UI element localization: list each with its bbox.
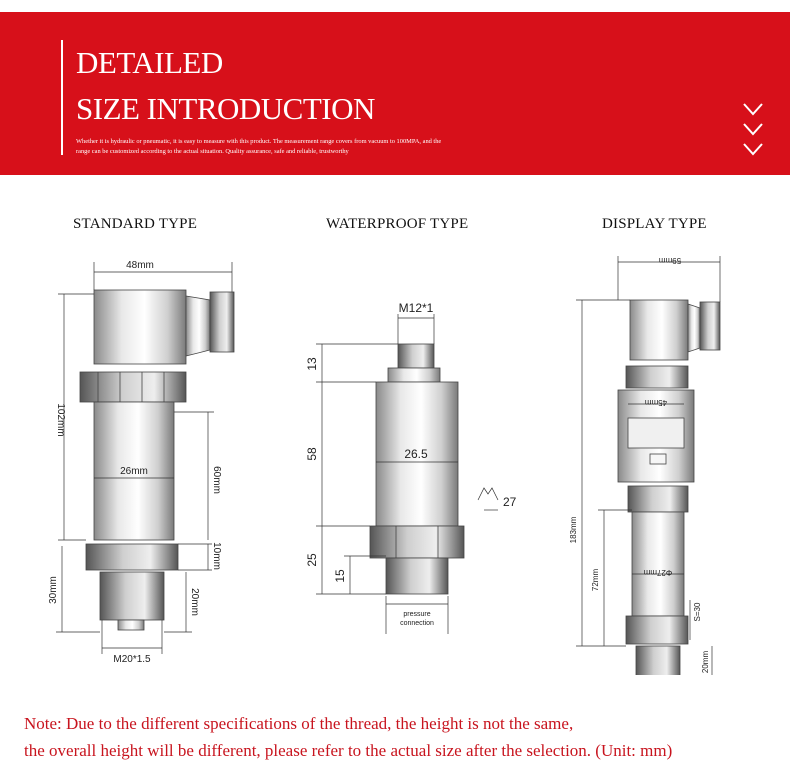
waterproof-lower-label: 25: [305, 553, 319, 567]
standard-type-drawing: [80, 290, 234, 630]
display-wrench-label: S=30: [693, 602, 702, 622]
standard-body-dia-label: 26mm: [120, 466, 148, 477]
waterproof-body-label: 58: [305, 447, 319, 461]
waterproof-wrench-label: 27: [503, 495, 517, 509]
chevron-down-icon: [742, 102, 764, 116]
waterproof-type-label: WATERPROOF TYPE: [326, 216, 469, 232]
banner-accent-bar: [61, 40, 63, 155]
display-type-label: DISPLAY TYPE: [602, 216, 707, 232]
dimension-drawings: [0, 235, 790, 675]
banner-title-line2: SIZE INTRODUCTION: [76, 91, 375, 126]
standard-width-label: 48mm: [126, 260, 154, 271]
standard-height-label: 102mm: [55, 403, 66, 437]
waterproof-thread-len-label: 15: [333, 569, 347, 583]
chevron-down-icon: [742, 122, 764, 136]
standard-thread-len-label: 20mm: [189, 588, 200, 616]
display-thread-len-label: 20mm: [701, 650, 710, 674]
display-body-len-label: 72mm: [591, 568, 600, 592]
waterproof-connection-label-1: pressure: [403, 611, 431, 618]
waterproof-body-dia-label: 26.5: [404, 447, 428, 461]
waterproof-connector-label: M12*1: [398, 301, 434, 315]
waterproof-type-drawing: [370, 344, 464, 594]
display-body-dia-label: Φ27mm: [643, 568, 673, 577]
note-line-1: Note: Due to the different specifications of the thread, the height is not the same,: [24, 714, 574, 733]
waterproof-connection-label-2: connection: [400, 620, 434, 627]
standard-type-label: STANDARD TYPE: [73, 216, 198, 232]
banner-subtitle: Whether it is hydraulic or pneumatic, it is easy to measure with this product. The measurement range covers from vacuum to 100MPA, and the range can be customized according to the actual situation. Quality assurance, safe and reliable, trustworthy: [76, 138, 442, 155]
chevron-down-icon: [742, 142, 764, 156]
banner-title-line1: DETAILED: [76, 45, 223, 80]
display-height-label: 183mm: [569, 516, 578, 544]
header-banner: [0, 12, 790, 175]
standard-thread-label: M20*1.5: [113, 654, 151, 665]
standard-bottom-height-label: 30mm: [48, 576, 59, 604]
note-line-2: the overall height will be different, please refer to the actual size after the selection. (Unit: mm): [24, 741, 673, 760]
standard-body-len-label: 60mm: [211, 466, 222, 494]
display-width-label: 59mm: [658, 256, 682, 265]
standard-nut-height-label: 10mm: [211, 542, 222, 570]
display-screen-label: 45mm: [644, 398, 668, 407]
display-type-drawing: [618, 300, 720, 675]
waterproof-top-label: 13: [305, 357, 319, 371]
